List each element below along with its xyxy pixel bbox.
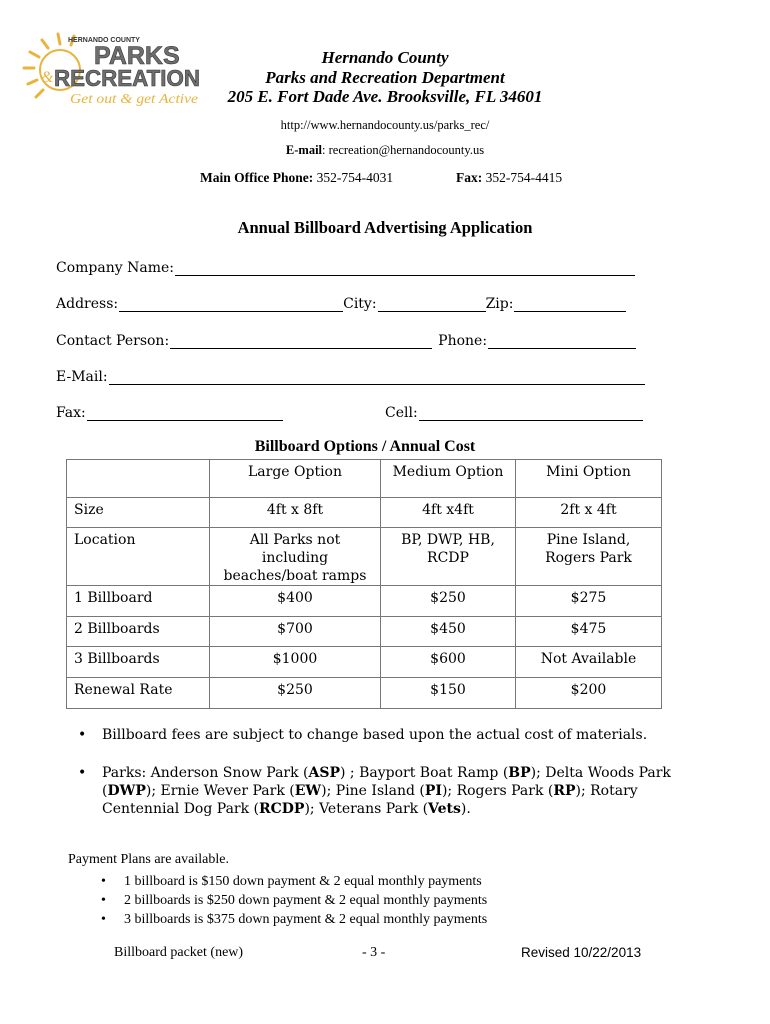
table-row [67,678,662,709]
billboard-options-table [66,459,662,709]
table-cell: $150 [381,678,516,709]
table-cell: $250 [210,678,381,709]
table-header-row [67,460,662,498]
row-label: Size [67,498,210,528]
table-cell: Not Available [516,647,662,678]
fees-note: • Billboard fees are subject to change based upon the actual cost of materials. [78,726,678,744]
table-cell: $275 [516,586,662,617]
options-title: Billboard Options / Annual Cost [254,438,476,455]
fax-label: Fax: [456,170,483,185]
table-cell: 4ft x4ft [381,498,516,528]
email-row [56,365,645,385]
logo-graphic [20,30,202,108]
table-row [67,617,662,647]
organization-heading [205,48,565,107]
fax-value: 352-754-4415 [482,170,563,185]
address-row [56,292,626,312]
header-cell-large: Large Option [210,460,381,498]
email-line [0,143,770,158]
cell-field-label: Cell: [385,405,418,421]
row-label: Renewal Rate [67,678,210,709]
phone-label: Main Office Phone: [200,170,314,185]
table-cell: $250 [381,586,516,617]
list-item: • 1 billboard is $150 down payment & 2 equal monthly payments [101,872,487,891]
payment-plans-list [101,872,487,929]
footer-packet-label: Billboard packet (new) [114,945,244,960]
table-cell: 2ft x 4ft [516,498,662,528]
footer-page-number: - 3 - [362,945,386,960]
phone-field-label: Phone: [438,333,488,349]
logo-parks-text: PARKS [94,42,180,70]
city-input[interactable] [378,297,486,312]
email-field-label: E-Mail: [56,369,108,385]
table-row [67,528,662,586]
row-label: 3 Billboards [67,647,210,678]
fax-input[interactable] [87,406,283,421]
list-item: • 3 billboards is $375 down payment & 2 equal monthly payments [101,910,487,929]
company-name-field [56,256,635,276]
cell-row [385,401,643,421]
city-label: City: [343,296,377,312]
logo-county-text: HERNANDO COUNTY [68,37,140,44]
payment-plans-title: Payment Plans are available. [68,852,229,867]
org-name: Hernando County [321,48,449,67]
email-input[interactable] [109,370,645,385]
page-title: Annual Billboard Advertising Application [237,218,533,237]
table-cell: $600 [381,647,516,678]
company-name-input[interactable] [175,261,635,276]
phone-value: 352-754-4031 [313,170,394,185]
fax-number [456,170,562,186]
fax-field-label: Fax: [56,405,86,421]
contact-person-input[interactable] [170,334,432,349]
row-label: 2 Billboards [67,617,210,647]
table-cell: Pine Island, Rogers Park [516,528,662,586]
table-cell: $200 [516,678,662,709]
logo-and-text: & [41,69,54,86]
list-item: • 2 billboards is $250 down payment & 2 equal monthly payments [101,891,487,910]
address-input[interactable] [119,297,343,312]
table-row [67,647,662,678]
main-phone [200,170,393,186]
table-cell: $400 [210,586,381,617]
contact-row [56,329,636,349]
table-row [67,498,662,528]
parks-recreation-logo [20,30,202,108]
website-link[interactable]: http://www.hernandocounty.us/parks_rec/ [280,118,490,132]
table-cell: $450 [381,617,516,647]
table-cell: $700 [210,617,381,647]
row-label: 1 Billboard [67,586,210,617]
header-cell-medium: Medium Option [381,460,516,498]
table-cell: $475 [516,617,662,647]
zip-label: Zip: [485,296,514,312]
table-row [67,586,662,617]
cell-input[interactable] [419,406,643,421]
header-cell-mini: Mini Option [516,460,662,498]
contact-person-label: Contact Person: [56,333,170,349]
row-label: Location [67,528,210,586]
phone-input[interactable] [488,334,636,349]
email-value[interactable]: : recreation@hernandocounty.us [322,143,485,157]
parks-note: • Parks: Anderson Snow Park (ASP) ; Bayport Boat Ramp (BP); Delta Woods Park (DWP); Ernie Wever Park (EW); Pine Island (PI); Rogers Park (RP); Rotary Centennial Dog Park (RCDP); Veterans Park (Vets). [78,764,678,818]
footer-revised-date: Revised 10/22/2013 [521,945,642,960]
notes-list [78,726,678,838]
org-address: 205 E. Fort Dade Ave. Brooksville, FL 34601 [227,87,543,106]
logo-recreation-text: RECREATION [54,65,200,91]
table-cell: $1000 [210,647,381,678]
header-cell-blank [67,460,210,498]
company-name-label: Company Name: [56,260,174,276]
table-cell: 4ft x 8ft [210,498,381,528]
table-cell: BP, DWP, HB, RCDP [381,528,516,586]
fax-row [56,401,283,421]
table-cell: All Parks not including beaches/boat ramps [210,528,381,586]
email-label: E-mail [285,143,323,157]
org-department: Parks and Recreation Department [265,67,505,87]
zip-input[interactable] [514,297,626,312]
logo-tagline: Get out & get Active [70,92,198,107]
address-label: Address: [56,296,119,312]
